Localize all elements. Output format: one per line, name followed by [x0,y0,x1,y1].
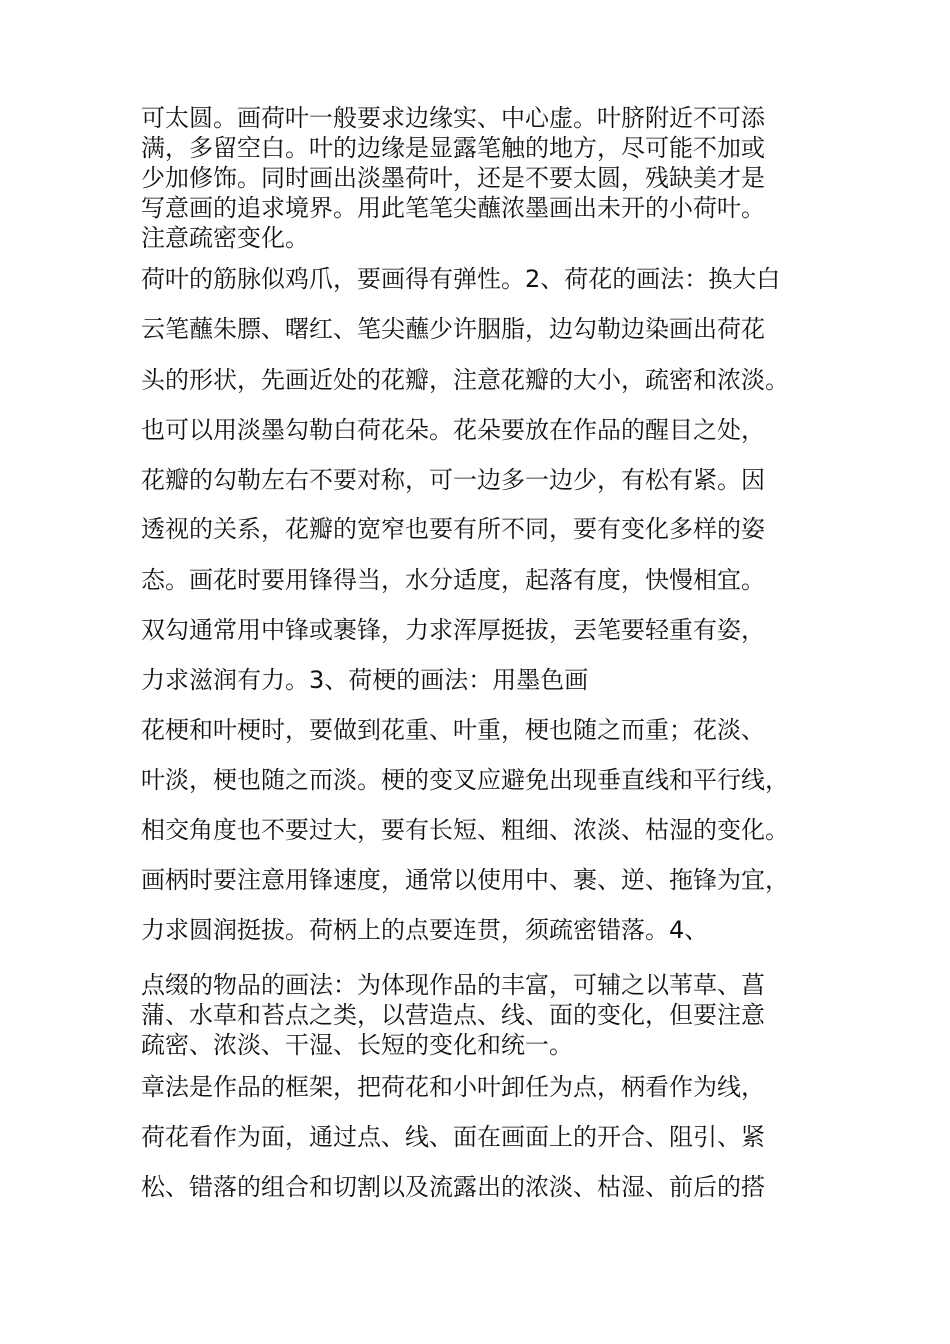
text-line: 透视的关系，花瓣的宽窄也要有所不同，要有变化多样的姿 [141,515,765,543]
text-line: 可太圆。画荷叶一般要求边缘实、中心虚。叶脐附近不可添 [141,104,765,132]
text-line: 双勾通常用中锋或裹锋，力求浑厚挺拔，丟笔要轻重有姿， [141,616,765,644]
text-line: 点缀的物品的画法：为体现作品的丰富，可辅之以苇草、菖 [141,971,765,999]
text-line: 画柄时要注意用锋速度，通常以使用中、裹、逆、拖锋为宜， [141,866,789,894]
text-line: 头的形状，先画近处的花瓣，注意花瓣的大小，疏密和浓淡。 [141,366,789,394]
text-line: 力求滋润有力。3、荷梗的画法：用墨色画 [141,666,589,694]
text-line: 荷叶的筋脉似鸡爪，要画得有弹性。2、荷花的画法：换大白 [141,265,781,293]
text-line: 荷花看作为面，通过点、线、面在画面上的开合、阻引、紧 [141,1123,765,1151]
text-line: 力求圆润挺拔。荷柄上的点要连贯，须疏密错落。4、 [141,916,709,944]
text-line: 也可以用淡墨勾勒白荷花朵。花朵要放在作品的醒目之处， [141,416,765,444]
text-line: 云笔蘸朱膘、曙红、笔尖蘸少许胭脂，边勾勒边染画出荷花 [141,315,765,343]
text-line: 叶淡，梗也随之而淡。梗的变叉应避免出现垂直线和平行线， [141,766,789,794]
text-line: 章法是作品的框架，把荷花和小叶卸任为点，柄看作为线， [141,1073,765,1101]
text-line: 写意画的追求境界。用此笔笔尖蘸浓墨画出未开的小荷叶。 [141,194,765,222]
text-line: 疏密、浓淡、干湿、长短的变化和统一。 [141,1031,573,1059]
text-line: 花瓣的勾勒左右不要对称，可一边多一边少，有松有紧。因 [141,466,765,494]
text-line: 少加修饰。同时画出淡墨荷叶，还是不要太圆，残缺美才是 [141,164,765,192]
text-line: 花梗和叶梗时，要做到花重、叶重，梗也随之而重；花淡、 [141,716,765,744]
text-line: 满，多留空白。叶的边缘是显露笔触的地方，尽可能不加或 [141,134,765,162]
text-line: 注意疏密变化。 [141,224,309,252]
text-line: 蒲、水草和苔点之类，以营造点、线、面的变化，但要注意 [141,1001,765,1029]
text-line: 松、错落的组合和切割以及流露出的浓淡、枯湿、前后的搭 [141,1173,765,1201]
text-line: 态。画花时要用锋得当，水分适度，起落有度，快慢相宜。 [141,566,765,594]
text-line: 相交角度也不要过大，要有长短、粗细、浓淡、枯湿的变化。 [141,816,789,844]
